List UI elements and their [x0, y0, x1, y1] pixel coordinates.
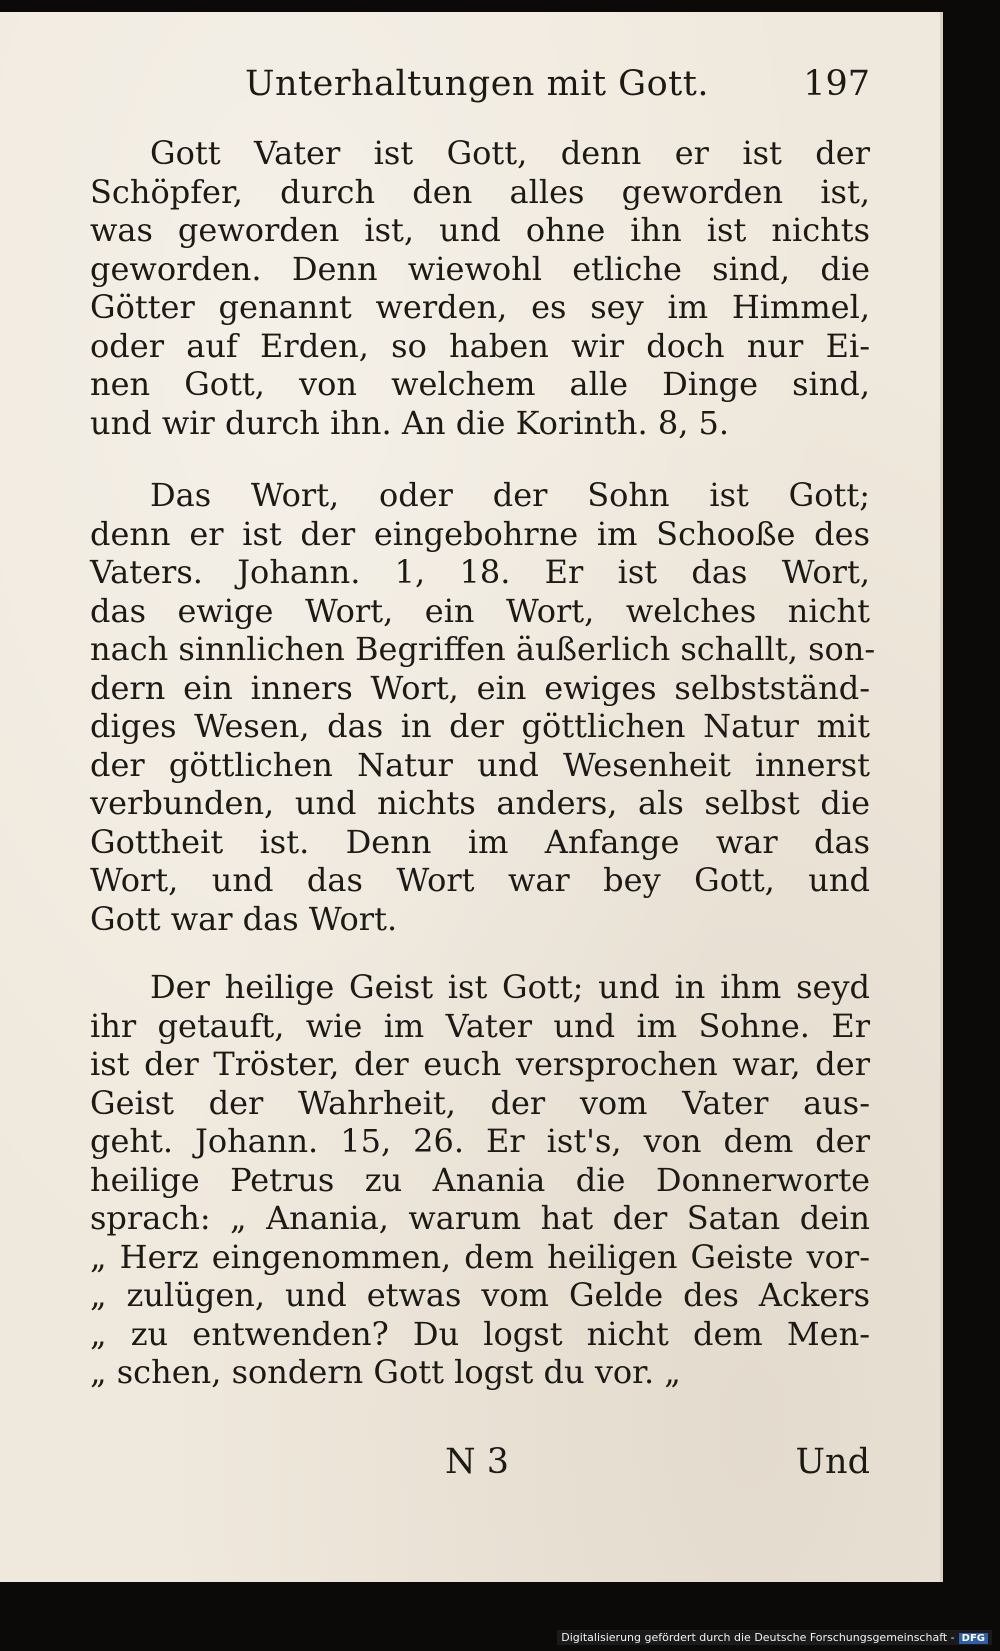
- text-line: Das Wort, oder der Sohn ist Gott;: [150, 476, 870, 514]
- text-line: Götter genannt werden, es sey im Himmel,: [90, 288, 870, 326]
- text-line: und wir durch ihn. An die Korinth. 8, 5.: [90, 403, 730, 442]
- text-line: Schöpfer, durch den alles geworden ist,: [90, 172, 870, 211]
- text-line: dern ein inners Wort, ein ewiges selbstständ-: [90, 668, 870, 707]
- text-line: „ zulügen, und etwas vom Gelde des Ackers: [90, 1276, 870, 1314]
- text-line: sprach: „ Anania, warum hat der Satan dein: [90, 1199, 870, 1237]
- text-line: oder auf Erden, so haben wir doch nur Ei-: [90, 326, 870, 365]
- text-line: ihr getauft, wie im Vater und im Sohne. Er: [90, 1006, 870, 1045]
- text-line: ist der Tröster, der euch versprochen war, der: [90, 1045, 870, 1083]
- text-line: „ schen, sondern Gott logst du vor. „: [90, 1353, 681, 1391]
- text-line: was geworden ist, und ohne ihn ist nichts: [90, 211, 870, 249]
- paragraph-gott-vater: [90, 134, 870, 442]
- text-line: verbunden, und nichts anders, als selbst die: [90, 784, 870, 822]
- paragraph-heilige-geist: [90, 968, 870, 1392]
- text-line: geworden. Denn wiewohl etliche sind, die: [90, 249, 870, 288]
- text-line: nen Gott, von welchem alle Dinge sind,: [90, 365, 870, 403]
- text-line: „ zu entwenden? Du logst nicht dem Men-: [90, 1314, 870, 1353]
- scan-bottom-bar: [0, 1582, 1000, 1651]
- text-line: der göttlichen Natur und Wesenheit innerst: [90, 745, 870, 784]
- text-line: geht. Johann. 15, 26. Er ist's, von dem der: [90, 1122, 870, 1160]
- text-line: Der heilige Geist ist Gott; und in ihm seyd: [150, 968, 870, 1006]
- funding-credit: [557, 1630, 992, 1645]
- page-number: 197: [803, 64, 870, 104]
- text-line: Gott Vater ist Gott, denn er ist der: [150, 134, 870, 172]
- text-line: nach sinnlichen Begriffen äußerlich schallt, son-: [90, 630, 876, 668]
- text-line: „ Herz eingenommen, dem heiligen Geiste vor-: [90, 1237, 870, 1276]
- book-page: [0, 12, 943, 1582]
- text-line: Wort, und das Wort war bey Gott, und: [90, 861, 870, 899]
- text-line: Geist der Wahrheit, der vom Vater aus-: [90, 1083, 870, 1122]
- funding-credit-text: Digitalisierung gefördert durch die Deutsche Forschungsgemeinschaft -: [561, 1631, 955, 1644]
- signature-mark: N 3: [445, 1442, 510, 1482]
- text-line: Gottheit ist. Denn im Anfange war das: [90, 822, 870, 861]
- dfg-logo: DFG: [959, 1633, 988, 1644]
- page-footer: [90, 1442, 870, 1492]
- text-line: das ewige Wort, ein Wort, welches nicht: [90, 591, 870, 630]
- text-line: heilige Petrus zu Anania die Donnerworte: [90, 1160, 870, 1199]
- running-title: Unterhaltungen mit Gott.: [245, 64, 709, 104]
- text-line: denn er ist der eingebohrne im Schooße des: [90, 514, 870, 553]
- text-line: Gott war das Wort.: [90, 899, 398, 938]
- running-head: [90, 60, 870, 110]
- text-block: [90, 134, 876, 1420]
- text-line: diges Wesen, das in der göttlichen Natur mit: [90, 707, 870, 745]
- paragraph-das-wort: [90, 476, 876, 938]
- catchword: Und: [795, 1442, 870, 1482]
- text-line: Vaters. Johann. 1, 18. Er ist das Wort,: [90, 553, 870, 591]
